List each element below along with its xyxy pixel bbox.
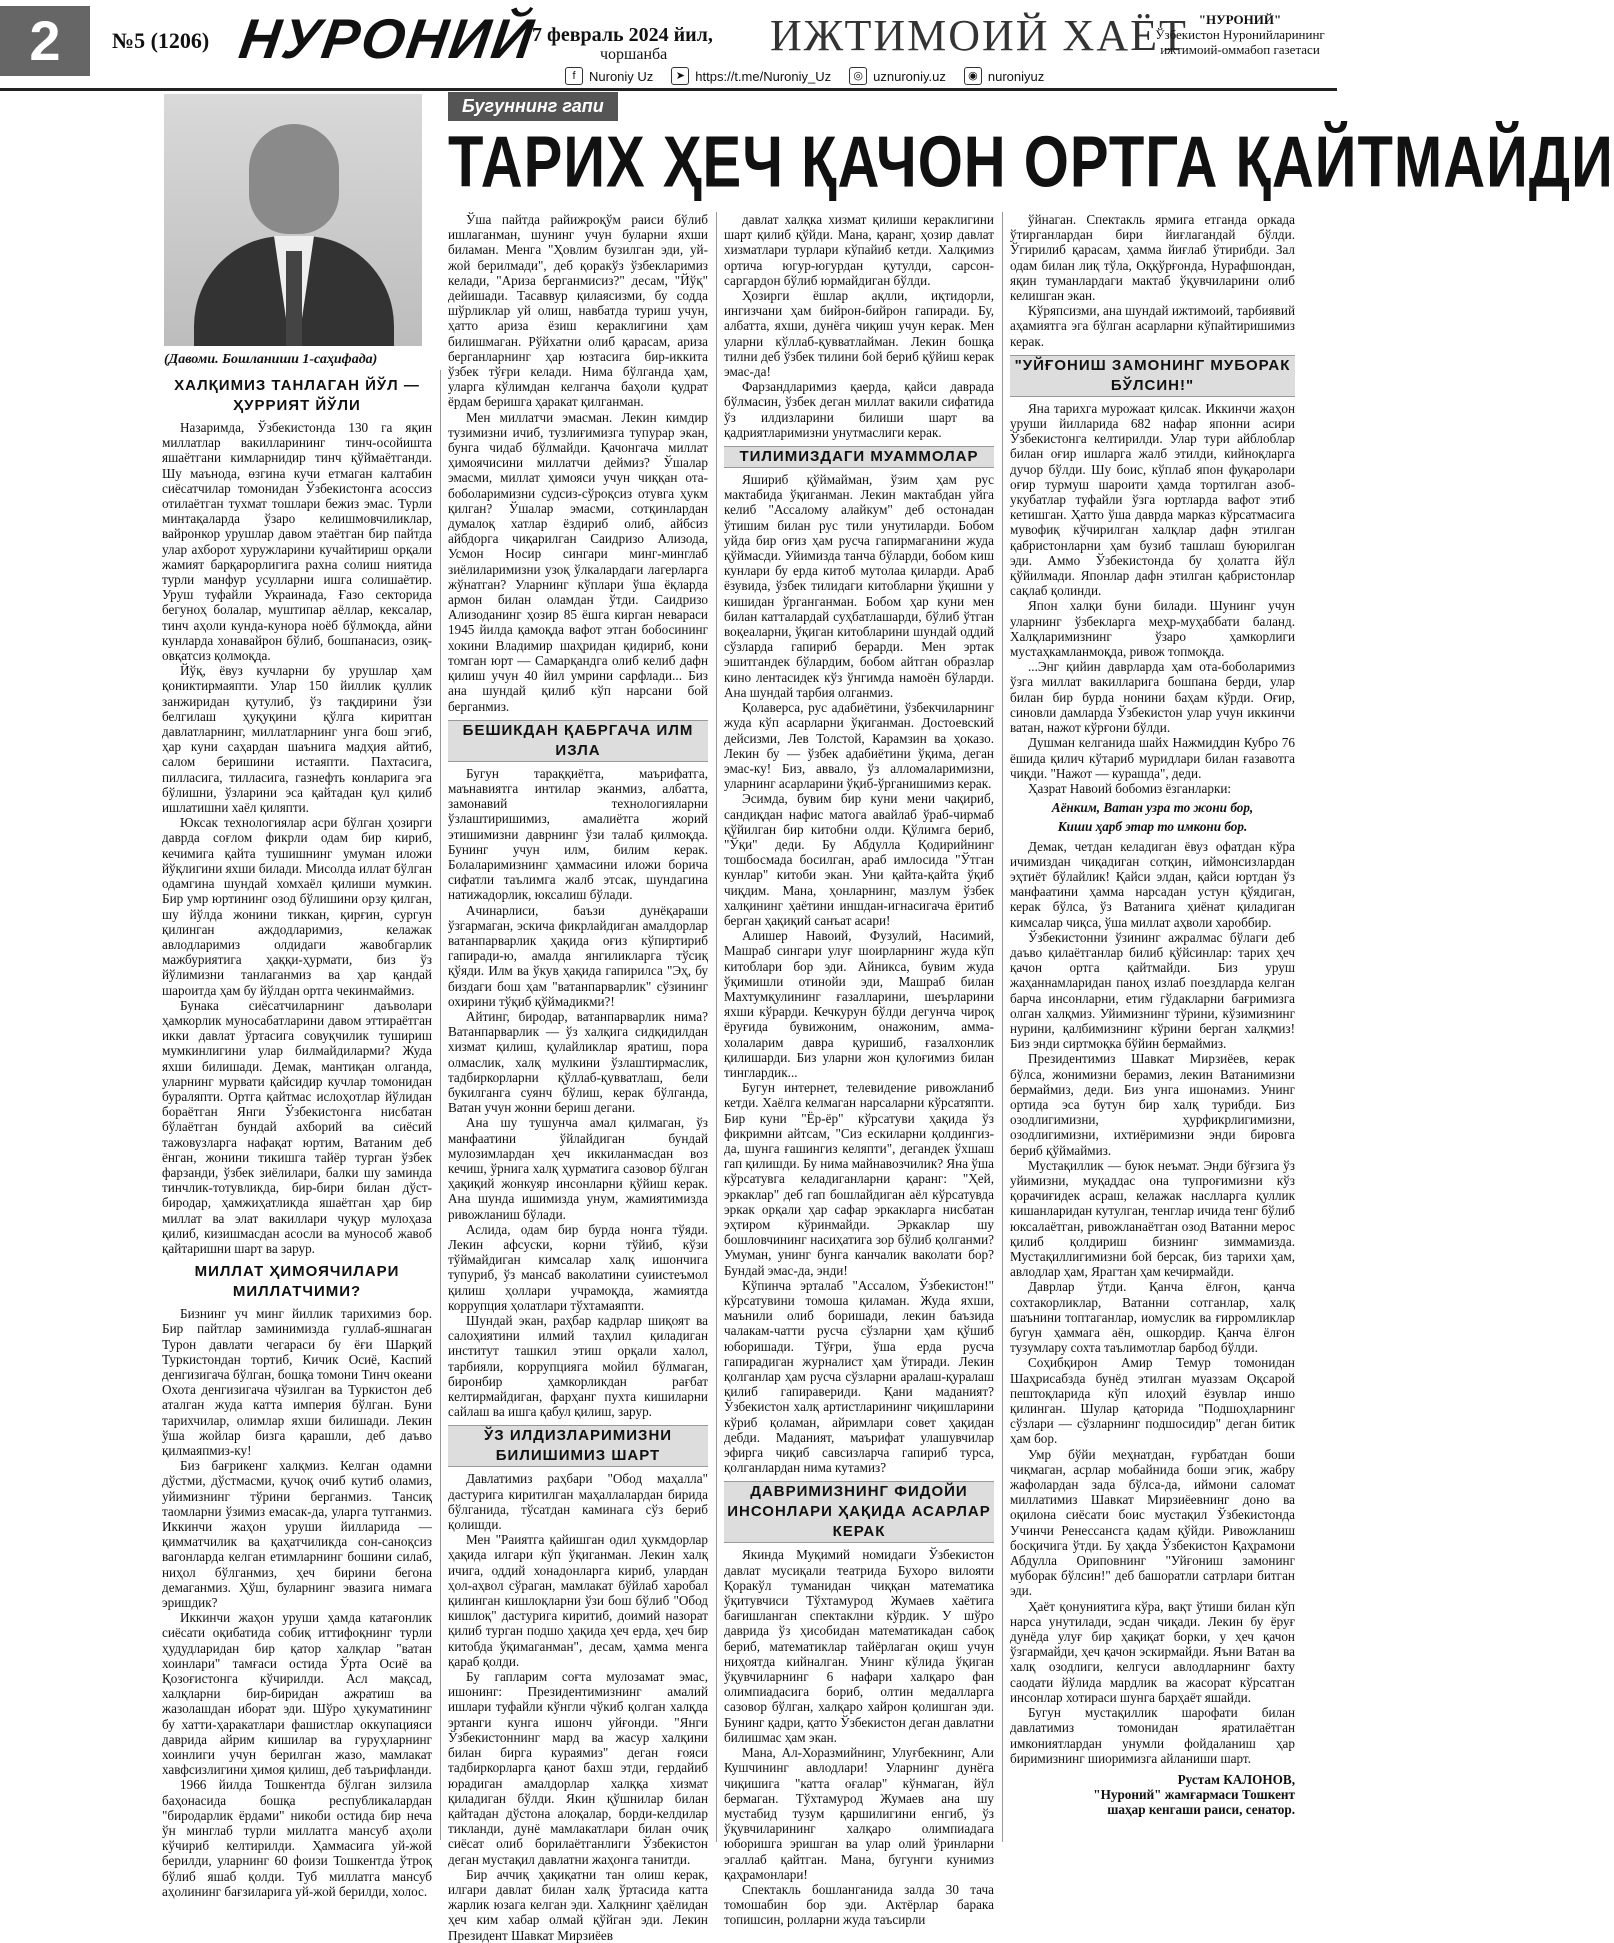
paragraph: Демак, четдан келадиган ёвуз офатдан кўра ичимиздан чиқадиган сотқин, иймонсизлардан эҳтиёт бўлайлик! Қайси элдан, қайси юртдан ўз манфаатини ҳамма нарсадан устун қўядиган, керак бўлса, ўз Ватанига ҳиёнат қиладиган кимсалар чиқса, ўша миллат аҳволи хароббир.	[1010, 838, 1295, 930]
author-role: "Нуроний" жамғармаси Тошкент	[1093, 1787, 1295, 1803]
paragraph: Шундай экан, раҳбар кадрлар шиқоят ва салоҳиятини илмий таҳлил қиладиган институт ташкил этиш орқали халол, тарбияли, коррупцияга мойил бўлмаган, биронбир ҳамкорликдан рағбат келтирмайдиган, фарҳанг пухта кишиларни сайлаш ва ишга қабул қилиш, зарур.	[448, 1313, 708, 1420]
subheading: ТИЛИМИЗДАГИ МУАММОЛАР	[724, 446, 994, 468]
section-title: ИЖТИМОИЙ ХАЁТ	[770, 11, 1188, 60]
subheading: ЎЗ ИЛДИЗЛАРИМИЗНИ БИЛИШИМИЗ ШАРТ	[448, 1425, 708, 1467]
paragraph: Бунака сиёсатчиларнинг даъволари ҳамкорлик муносабатларини давом эттираётган икки давлат ўртасига совуқчилик тушириш мумкинлигини улар билмайдиларми? Жуда яхши билишади. Демак, мантиқан олганда, уларнинг мурвати қайсидир кучлар томонидан бураляпти. Ортга қайтмас ислоҳотлар йўлидан бораётган Янги Ўзбекистонга нисбатан бўлаётган бундай ахборий ва сиёсий тажовузларга нафақат юртим, Ватаним деб ёнган, жонини тикишга тайёр турган ўзбек фарзанди, ўзбек зиёлилари, балки шу заминда тинчлик-тотувликда, бир-бири билан дўст-биродар, ҳамжиҳатликда яшаётган ҳар бир миллат ва элат вакиллари чуқур мулоҳаза қилиб, кизишмасдан асосли ва мунособ жавоб қайтаришни шарт ва зарур.	[162, 997, 432, 1256]
paragraph: Назаримда, Ўзбекистонда 130 га яқин миллатлар вакилларининг тинч-осойишта яшаётгани кимларнидир тинч қўймаётганди. Шу маънода, өзгина кучи етмаган калтабин сиёсатчилар томонидан Ўзбекистонга асоссиз отилаётган тухмат тошлари бежиз эмас. Турли минтақаларда ўзаро келишмовчиликлар, вайронкор урушлар давом этаётган бир пайтда улар ахборот хуружларини кучайтириш орқали жамият барқарорлигига рахна солиш ниятида турли манфур усулларни ишга солишаётир. Уруш туфайли Украинада, Ғазо секторида бегуноҳ болалар, муштипар аёллар, кексалар, тинч аҳоли кунда-кунора ноёб бўлмоқда, айни кунларда хонавайрон бўлиб, бошпанасиз, озиқ-овқатсиз қолмоқда.	[162, 420, 432, 664]
poem-line: Киши ҳарб этар то имкони бор.	[1057, 819, 1248, 835]
subheading: БЕШИКДАН ҚАБРГАЧА ИЛМ ИЗЛА	[448, 720, 708, 762]
masthead-line: Ўзбекистон Нуронийларининг	[1155, 27, 1325, 42]
issue-number: №5 (1206)	[112, 28, 210, 53]
paragraph: Кўпинча эрталаб "Ассалом, Ўзбекистон!" кўрсатувини томоша қиламан. Жуда яхши, маънили олиб боришади, лекин баъзида чалакам-чатти русча сўзларни ҳам қўшиб юборишади. Тўғри, ўша ерда русча гапирадиган журналист ҳам ўтиради. Лекин қолганлар ҳам русча сўзларни аралаш-қуралаш қилиб гапиравериди. Қани маданият? Ўзбекистон халқ артистларининг чиқишларини кўриб қоламан, айримлари совет ҳақидан дебди. Маданият, маърифат улашувчилар эфирга чиқиб савсизларча гапириб турса, қолганлардан нима кутамиз?	[724, 1277, 994, 1476]
paragraph: Бу гапларим соғта мулозамат эмас, ишонинг: Президентимизнинг амалий ишлари туфайли кўнгли чўкиб қолган халқда эртанги кунга ишонч уйғонди. "Янги Ўзбекистоннинг мард ва жасур халқини билан бирга кураямиз" деган ғояси тадбиркорларга қанот бахш этди, гердайиб юрадиган амалдорлар халққа хизмат қиладиган бўлди. Якин қўшнилар билан қайтадан дўстона алоқалар, борди-келдилар тикланди, дунё мамлакатлари билан очиқ сиёсат олиб борилаётганлиги Ўзбекистон деган мустақил давлатни жаҳонга танитди.	[448, 1669, 708, 1867]
paragraph: Эсимда, бувим бир куни мени чақириб, сандиқдан нафис матога авайлаб ўраб-чирмаб қўйилган бир китобни олди. Қўлимга бериб, "Ўқи" деди. Бу Абдулла Қодирийнинг тошбосмада босилган, араб имлосида "Ўтган кунлар" китоби экан. Уни қайта-қайта ўқиб чиқдим. Мана, ҳонларнинг, мазлум ўзбек халқининг ҳаётини иншдан-игнасигача ёритиб берган ҳақиқий санъат асари!	[724, 791, 994, 928]
paragraph: Ўзбекистонни ўзининг ажралмас бўлаги деб даъво қилаётганлар билиб қўйсинлар: тарих ҳеч қачон ортга қайтмайди. Биз уруш жаҳаннамларидан паноҳ излаб поездларда келган барча инсонларни, етим гўдакларни бағримизга олган халқмиз. Уйимизнинг тўрини, кўзимизнинг нурини, қалбимизнинг кўрини берган халқмиз! Биз энди сиртмоқка бўйин бермаймиз.	[1010, 929, 1295, 1052]
column-2	[448, 212, 708, 1943]
column-3	[724, 212, 994, 1928]
subheading: "УЙҒОНИШ ЗАМОНИНГ МУБОРАК БЎЛСИН!"	[1010, 355, 1295, 397]
author-name: Рустам КАЛОНОВ,	[1177, 1771, 1295, 1787]
social-web[interactable]	[849, 66, 946, 86]
paragraph: Яна тарихга мурожаат қилсак. Иккинчи жаҳон уруши йилларида 682 нафар японни асири Ўзбекистонга келтирилди. Улар тури айблоблар билан оғир ишларга жалб этилди, кийноқларга дучор бўлди. Шу боис, кўплаб япон фуқаролари оғир турмуш шароити ҳамда тортилган азоб-укубатлар туфайли ўзга юртларда вафот этиб кетишган. Ҳатто ўша даврда марказ кўрсатмасига мувофиқ кўчирилган халқлар дафн этилган қабристонларни ҳам бузиб ташлаш буюрилган эди. Аммо Ўзбекистонда бу ҳолатга йўл қўйилмади. Японлар дафн этилган қабристонлар сақлаб қолинди.	[1010, 400, 1295, 599]
web-icon: ◎	[849, 67, 867, 85]
paragraph: Ҳаёт қонуниятига кўра, вақт ўтиши билан кўп нарса унутилади, эсдан чиқади. Лекин бу ёруғ дунёда улуғ бир ҳақиқат борки, у ҳеч қачон ўзгармайди, ҳеч қачон эскирмайди. Яъни Ватан ва халқ озодлиги, келгуси авлодларнинг бахту саодати йўлида мардлик ва жасорат кўрсатган инсонлар хотираси шунга барҳаёт яшайди.	[1010, 1598, 1295, 1705]
social-label: https://t.me/Nuroniy_Uz	[695, 68, 832, 84]
paragraph: Даврлар ўтди. Қанча ёлғон, қанча сохтакорликлар, Ватанни сотганлар, халқ шаънини топтаганлар, иомуслик ва ғирромликлар бугун ҳаммага аён, ошкордир. Қанча ёлғон тузумлару сохта таълимотлар барбод бўлди.	[1010, 1279, 1295, 1356]
paragraph: Алишер Навоий, Фузулий, Насимий, Машраб сингари улуғ шоирларнинг жуда кўп китоблари бор эди. Айникса, бувим жуда ўқимишли отинойи эди, Машраб билан Махтумқулининг ғазалларини, шеърларини яхши кўрарди. Кечкурун бўлди дегунча чироқ ёруғида бувижоним, онажоним, амма-холаларим давра қуришиб, ғазалхонлик қилишарди. Биз уларни жон қулоғимиз билан тинглардик...	[724, 928, 994, 1080]
continuation-note: (Давоми. Бошланиши 1-саҳифада)	[164, 352, 378, 367]
paragraph: Фарзандларимиз қаерда, қайси даврада бўлмасин, ўзбек деган миллат вакили сифатида ўз илдизларини билиши шарт ва қадриятларимизни унутмаслиги керак.	[724, 379, 994, 440]
paragraph: Яшириб қўймайман, ўзим ҳам рус мактабида ўқиганман. Лекин мактабдан уйга келиб "Ассалому алайкум" деб остонадан ўтишим билан рус тили унутиларди. Бобом уйда бир оғиз ҳам русча гапирмаганини жуда қўймасди. Уйимизда танча бўларди, бобом киш кунлари бу ерда китоб мутолаа қиларди. Араб ёзувида, ўзбек тилидаги китобларни ўқишни у кишидан ўрганганман. Бобом ҳар куни мен билан катталардай суҳбатлашарди, бўлиб ўтган воқеаларни, ўқиган китобларини шундай оддий сўзларда гапириб берарди. Мен эртак эшитгандек бўлардим, бобом айтган образлар кино лентасидек кўз ўнгимда намоён бўларди. Ана шундай тарбия олганмиз.	[724, 472, 994, 700]
paragraph: Япон халқи буни билади. Шунинг учун уларнинг ўзбекларга меҳр-муҳаббати баланд. Халқларимизнинг ўзаро ҳамкорлиги мустаҳкамланмоқда, ривож топмоқда.	[1010, 598, 1295, 660]
telegram-icon: ➤	[671, 67, 689, 85]
social-label: nuroniyuz	[987, 68, 1045, 84]
masthead	[1150, 12, 1330, 57]
paragraph: Ана шу тушунча амал қилмаган, ўз манфаатини ўйлайдиган бундай мулозимлардан ҳеч иккиланмасдан воз кечиш, ўрнига халқ ҳурматига сазовор бўлган ҳақиқий жонкуяр инсонларни қўйиш керак. Ана шунда ишимизда унум, жамиятимизда ривожланиш бўлади.	[448, 1115, 708, 1222]
paragraph: Аслида, одам бир бурда нонга тўяди. Лекин афсуски, корни тўйиб, кўзи тўймайдиган кимсалар халқ ишончига тупуриб, ўз мансаб ваколатини суиистеъмол қилиш ҳоллари учрамоқда, жамиятда коррупция ҳолатлари тўхтамаяпти.	[448, 1221, 708, 1313]
subheading: ДАВРИМИЗНИНГ ФИДОЙИ ИНСОНЛАРИ ҲАҚИДА АСАРЛАР КЕРАК	[724, 1481, 994, 1543]
paragraph: Ҳозирги ёшлар ақлли, иқтидорли, ингизчани ҳам бийрон-бийрон гапиради. Бу, албатта, яхши, дунёга чиқиш учун керак. Мен уларни кўллаб-қувватлайман. Лекин бошқа тилни деб ўзбек тилини бой бериб қўйиш керак эмас-да!	[724, 288, 994, 380]
paragraph: давлат халқка хизмат қилиши кераклигини шарт қилиб қўйди. Мана, қаранг, ҳозир давлат хизматлари турлари кўпайиб кетди. Халқимиз ортича югур-югурдан қутулди, сарсон-саргардон бўлиб юрмайдиган бўлди.	[724, 212, 994, 288]
paragraph: Спектакль бошланганида залда 30 тача томошабин бор эди. Актёрлар барака топишсин, ролларни жуда таъсирли	[724, 1881, 994, 1928]
instagram-icon: ◉	[964, 67, 982, 85]
issue-date: 7 февраль 2024 йил,	[532, 24, 713, 46]
article-title: ТАРИХ ҲЕЧ ҚАЧОН ОРТГА ҚАЙТМАЙДИ	[448, 121, 1614, 203]
paragraph: 1966 йилда Тошкентда бўлган зилзила баҳонасида бошқа республикалардан "биродарлик ёрдами" никоби остида бир неча ўн минглаб турли миллатга мансуб аҳоли кўчириб келтирилди. Ҳаммасига уй-жой берилди, уларнинг 60 фоизи Тошкентда ўтроқ бўлиб яшаб қолди. Туб миллатга мансуб аҳолининг бағзиларига уй-жой берилди, холос.	[162, 1777, 432, 1899]
paragraph: Бугун тараққиётга, маърифатга, маънавиятга интилар эканмиз, албатта, замонавий технологияларни ўзлаштиришимиз, амалиётга жорий этишимизни даврнинг ўзи талаб қилмоқда. Бунинг учун илм, билим керак. Болаларимизнинг ҳаммасини иложи борича сифатли таълимга жалб этсак, шундагина натижадорлик, юксалиш бўлади.	[448, 765, 708, 903]
paragraph: Умр бўйи меҳнатдан, ғурбатдан боши чиқмаган, асрлар мобайнида боши эгик, жабру жафолардан зада бўлса-да, иймони саломат миллатимиз Шавкат Мирзиёевнинг доно ва оқилона сиёсати боис мустақил Ўзбекистонда Учинчи Ренессансга қадам қўйди. Ривожланиш босқичига ўтди. Бу ҳақда Ўзбекистон Қаҳрамони Абдулла Ориповнинг "Уйғониш замонинг муборак бўлсин!" деб башоратли сатрлари битган эди.	[1010, 1446, 1295, 1599]
author-photo	[164, 94, 422, 346]
paragraph: Мана, Ал-Хоразмийнинг, Улуғбекнинг, Али Кушчининг авлодлари! Уларнинг дунёга чиқишига "катта оғалар" кўнмаган, йўл бермаган. Тўхтамурод Жумаев ана шу мустабид тузум қаршилигини енгиб, ўз ўқувчиларининг халқаро олимпиадага юборишга эришган ва улар олий ўринларни эгаллаб қайтган. Мана, бугунги кунимиз қаҳрамонлари!	[724, 1745, 994, 1882]
paragraph: Президентимиз Шавкат Мирзиёев, керак бўлса, жонимизни берамиз, лекин Ватанимизни бермаймиз, деди. Биз унга ишонамиз. Унинг ортида эса бутун бир халқ турибди. Биз озодлигимизни, ҳурфикрлигимизни, озодлигимизни, ихтиёримизни энди бировга бериб қўймаймиз.	[1010, 1051, 1295, 1158]
social-label: uznuroniy.uz	[873, 68, 946, 84]
paragraph: Якинда Муқимий номидаги Ўзбекистон давлат мусиқали театрида Бухоро вилояти Қоракўл туманидан чиққан математика ўқитувчиси Тўхтамурод Жумаев хаётига бағишланган спектаклни кўрдик. У шўро даврида ўз ҳисобидан математикадан сабоқ бериб, математиклар тайёрлаган оқиш учун ниҳоятда кийналган. Унинг кўлида ўқиган ўқувчиларнинг 6 нафари халқаро фан олимпиадасига бориб, олтин медалларга сазовор бўлган, халқаро хайрон қолишган эди. Бунинг қадри, қатто Ўзбекистон деган давлатни билишмас ҳам экан.	[724, 1547, 994, 1745]
paragraph: ўйнаган. Спектакль ярмига етганда оркада ўтирганлардан бири йиғлагандай бўлди. Ўгирилиб қарасам, ҳамма йиғлаб ўтирибди. Зал одам билан лиқ тўла, Оққўрғонда, Нурафшондан, яқин туманлардаги мактаб ўқувчиларини олиб келишган экан.	[1010, 212, 1295, 304]
paragraph: Кўряпсизми, ана шундай ижтимоий, тарбиявий аҳамиятга эга бўлган асарларни кўпайтиришимиз керак.	[1010, 303, 1296, 349]
paragraph: Ҳазрат Навоий бобомиз ёзганларки:	[1028, 780, 1232, 796]
paragraph: Соҳибқирон Амир Темур томонидан Шаҳрисабзда бунёд этилган муаззам Оқсарой пештоқларида кўп илоҳий ёзувлар иншо қилинган. Шулар қаторида "Подшоҳларнинг сўзлари — сўзларнинг подшосидир" деган битик ҳам бор.	[1010, 1355, 1295, 1447]
masthead-name: "НУРОНИЙ"	[1198, 12, 1282, 27]
masthead-line: ижтимоий-оммабоп газетаси	[1160, 42, 1320, 57]
newspaper-logo: НУРОНИЙ	[235, 7, 539, 70]
social-links	[565, 66, 1105, 86]
social-label: Nuroniy Uz	[589, 68, 654, 84]
paragraph: Бугун интернет, телевидение ривожланиб кетди. Хаёлга келмаган нарсаларни кўрсатяпти. Бир куни "Ёр-ёр" кўрсатуви ҳақида ўз фикримни айтсам, "Сиз ескиларни қолдингиз-да, шунга ғашингиз келяпти", дегандек ўхшаш гап қилишди. Бу нима майнавозчилик? Яна ўша кўрсатувга келадиганларни қаранг: "Ҳей, эркаклар" деб гап бошлайдиган аёл кўрсатувда эркак орқали ҳар сафар эркакларга нисбатан эҳтиром кўринмайди. Эркаклар шу бошловчининг насиҳатига зор бўлиб қолганми? Умуман, унинг бунга канчалик ваколати бор? Бундай эмас-да, энди!	[724, 1080, 994, 1278]
subheading: МИЛЛАТ ҲИМОЯЧИЛАРИ МИЛЛАТЧИМИ?	[194, 1263, 400, 1301]
paragraph: Иккинчи жаҳон уруши ҳамда катағонлик сиёсати оқибатида собиқ иттифоқнинг турли ҳудудларидан бир қатор халқлар "ватан хоинлари" тамғаси остида Ўрта Осиё ва Қозоғистонга кўчирилди. Асл мақсад, халқларни бир-биридан ажратиш ва жазолашдан иборат эди. Шўро ҳукуматининг бу хатти-ҳаракатлари фашистлар оккупацияси даврида айрим кишилар ва гуруҳларнинг хоинлиги учун берилган жазо, мамлакат хавфсизлигини ҳимоя қилиш, деб таърифланди.	[162, 1610, 432, 1778]
page-header	[0, 0, 1337, 91]
issue-weekday: чоршанба	[600, 46, 668, 63]
subheading: ХАЛҚИМИЗ ТАНЛАГАН ЙЎЛ — ҲУРРИЯТ ЙЎЛИ	[174, 377, 420, 414]
paragraph: Мен "Раиятга қайишган одил ҳукмдорлар ҳақида илгари кўп ўқиганман. Лекин халқ ичига, оддий хонадонларга кириб, улардан ҳол-аҳвол сўраган, мамлакат бўйлаб харобал қилинган кишлоқларни ўзи бош бўлиб "Обод кишлоқ" дастурига киритиб, доимий назорат қилиб турган подшо ҳақида ҳеч ерда, ҳеч бир китобда ўқимаганман", десам, ҳамма менга қараб қолди.	[448, 1532, 708, 1669]
author-signature	[1010, 1772, 1295, 1818]
paragraph: Айтинг, биродар, ватанпарварлик нима? Ватанпарварлик — ўз халқига сидқидилдан хизмат қилиш, қулайликлар яратиш, пора олмаслик, халқ мулкини ўзлаштирмаслик, тадбиркорларни қўллаб-қувватлаш, бели букилганга суянч бўлиш, керак бўлганда, Ватан учун жонни бериш дегани.	[448, 1008, 708, 1116]
paragraph: Бизнинг уч минг йиллик тарихимиз бор. Бир пайтлар заминимизда гуллаб-яшнаган Турон давлати чегараси бу ёғи Шарқий Туркистондан тортиб, Кичик Осиё, Каспий денгизигача бўлган, бошқа томони Тинч океани Охота денгизигача чўзилган ва Туркистон деб аталган жуда катта империя бўлган. Буни тарихчилар, олимлар яхши билишади. Лекин ўша жойлар бизга қарашли, деб даъво қилмаяпмиз-ку!	[162, 1306, 432, 1458]
social-telegram[interactable]	[671, 66, 831, 86]
paragraph: Ачинарлиси, баъзи дунёқараши ўзгармаган, эскича фикрлайдиган амалдорлар ватанпарварлик ҳақида оғиз кўпиртириб гапиради-ю, амалда янгиликларга тўсиқ қўяди. Илм ва ўкув ҳақида гапирилса "Эҳ, бу биздаги бош ҳам "ватанпарварлик" сўзининг охирини тўқиб қўймадикми?!	[448, 902, 708, 1009]
paragraph: ...Энг қийин даврларда ҳам ота-боболаримиз ўзга миллат вакилларига бошпана берди, улар билан бир бурда нонини баҳам кўрди. Оғир, синовли дамларда Ўзбекистон улар учун иккинчи ватан, нажот кўрғони бўлди.	[1010, 659, 1295, 736]
column-4	[1010, 212, 1295, 1842]
paragraph: Душман келганида шайх Нажмиддин Кубро 76 ёшида қилич кўтариб муридлари билан ғазавотга чиқди. "Нажот — курашда", деди.	[1010, 735, 1295, 781]
paragraph: Ўша пайтда райижроқўм раиси бўлиб ишлаганман, шунинг учун буларни яхши биламан. Менга "Ҳовлим бузилган эди, уй-жой берилмади", деб қоракўз ўзбекларимиз келади, "Ариза берганмисиз?" десам, "Йўқ" дейишади. Тасаввур қилаясизми, бу содда шўрликлар уй олиш, навбатда туриш учун, ҳатто ариза ёзиш кераклигини ҳам билишмаган. Рўйхатни олиб қарасам, ариза берганларнинг ҳар юзтасига бир-иккита ўзбек тўғри келади. Нима бўлганда ҳам, уларга кўлимдан келганча баҳоли қудрат ёрдам беришга ҳаракат қилганман.	[448, 212, 708, 410]
facebook-icon: f	[565, 67, 583, 85]
paragraph: Юксак технологиялар асри бўлган ҳозирги даврда соғлом фикрли одам бир кириб, кечимига қайта тушишнинг умуман иложи йўқлигини яхши билади. Мисолда иллат бўлган одамгина шундай хомхаёл қилиши мумкин. Бир умр юртининг озод бўлишини орзу қилган, шу йўлда жонини тиккан, қирғин, сургун қилинган аждодларимиз, келажак авлодларимиз олдидаги жавобгарлик мажбуриятига ҳаққи-ҳурмати, биз ўз йўлимизни танлаганмиз ва ҳар қандай шароитда ҳам бу йўлдан ортга чекинмаймиз.	[162, 815, 432, 998]
paragraph: Биз бағрикенг халқмиз. Келган одамни дўстми, дўстмасми, қучоқ очиб кутиб оламиз, уйимизнинг тўрини берганмиз. Тансиқ таомларни ўзимиз емасак-да, уларга тутганмиз. Иккинчи жаҳон уруши йилларида — қимматчилик ва қаҳатчиликда сон-саноқсиз вагонларда келган етимларнинг бошини силаб, ниҳол бўлганмиз, ҳеч бирини бегона демаганмиз. Ҳўш, буларнинг эвазига нимага эришдик?	[162, 1458, 432, 1611]
paragraph: Давлатимиз раҳбари "Обод маҳалла" дастурига киритилган маҳаллалардан бирида бўлганида, тўсатдан каминага сўз бериб қолишди.	[448, 1471, 708, 1533]
paragraph: Мен миллатчи эмасман. Лекин кимдир тузимизни ичиб, тузлиғимизга тупурар экан, бунга чидаб бўлмайди. Қачонгача миллат ҳимоячисини миллатчи деймиз? Ўшалар эмасми, миллат ҳимояси учун чиққан ота-боболаримизни судсиз-сўроқсиз отувга ҳукм қилган? Ўшалар эмасми, сотқинлардан думалоқ хатлар ёздириб олиб, айбсиз айбдорга чиқарилган Саидризо Ализода, Усмон Носир сингари минг-минглаб зиёлиларимизни узоқ ўлкалардаги лагерларга жўнатган? Уларнинг кўплари ўша ёқларда армон билан оламдан ўтди. Саидризо Ализоданинг ҳозир 85 ёшга кирган невараси 1945 йилда қамоқда вафот этган бобосининг хокини Владимир шаҳридан қидириб, кони томган юрт — Самарқандга олиб келиб дафн қилиш учун 40 йил умрини сарфлади... Биз ана шундай қилиб кўп нарсани бой берганмиз.	[448, 409, 708, 714]
author-role: шаҳар кенгаши раиси, сенатор.	[1107, 1802, 1295, 1818]
page-number: 2	[0, 6, 90, 76]
paragraph: Мустақиллик — буюк неъмат. Энди бўғзига ўз уйимизни, муқаддас она тупроғимизни кўз қорачиғидек асраш, келажак наслларга қуллик кишанларидан кутулган, тенглар ичида тенг бўлиб юксалаётган, ривожланаётган озод Ватанни мерос қилиб қолдириш бизнинг зиммамизда. Мустақиллигимизни бой берсак, биз тарихи ҳам, авлодлар ҳам, Ярагтан ҳам кечирмайди.	[1010, 1157, 1295, 1280]
paragraph: Йўқ, ёвуз кучларни бу урушлар ҳам қониктирмаяпти. Улар 150 йиллик қуллик занжиридан қутулиб, ўз тақдирини ўзи белгилаш ҳуқуқини қўлга киритган давлатларнинг, миллатларнинг унга бош эгиб, ҳар куни саҳардан шаънига мадҳия айтиб, салом беришини истаяпти. Пахтасига, пилласига, тилласига, газнефть конларига эга бўлишни, ўзларини эса қайтадан қул қилиб ишлатишни хаёл қиляпти.	[162, 663, 432, 816]
poem-line: Аёнким, Ватан узра то жони бор,	[1051, 800, 1254, 816]
paragraph: Бир аччиқ ҳақиқатни тан олиш керак, илгари давлат билан халқ ўртасида катта жарлик юзага келган эди. Халқнинг ҳаёлидан ҳеч ким хабар олмай қўйган эди. Лекин Президент Шавкат Мирзиёев	[448, 1866, 708, 1943]
paragraph: Бугун мустақиллик шарофати билан давлатимиз томонидан яратилаётган имкониятлардан унумли фойдаланиш ҳар биримизнинг шиоримизга айланиши шарт.	[1010, 1705, 1295, 1766]
paragraph: Қолаверса, рус адабиётини, ўзбекчиларнинг жуда кўп асарларни ўқиганман. Достоевский дейсизми, Лев Толстой, Карамзин ва ҳоказо. Лекин бу — ўзбек адабиётини ўқима, деган эмас-ку! Биз, аввало, ўз алломаларимизни, уларнинг асарларини ўқиб-ўрганишимиз керак.	[724, 700, 994, 792]
rubric-label: Бугуннинг гапи	[448, 92, 618, 121]
social-instagram[interactable]	[964, 66, 1044, 86]
column-1	[162, 370, 432, 1899]
social-facebook[interactable]	[565, 66, 653, 86]
